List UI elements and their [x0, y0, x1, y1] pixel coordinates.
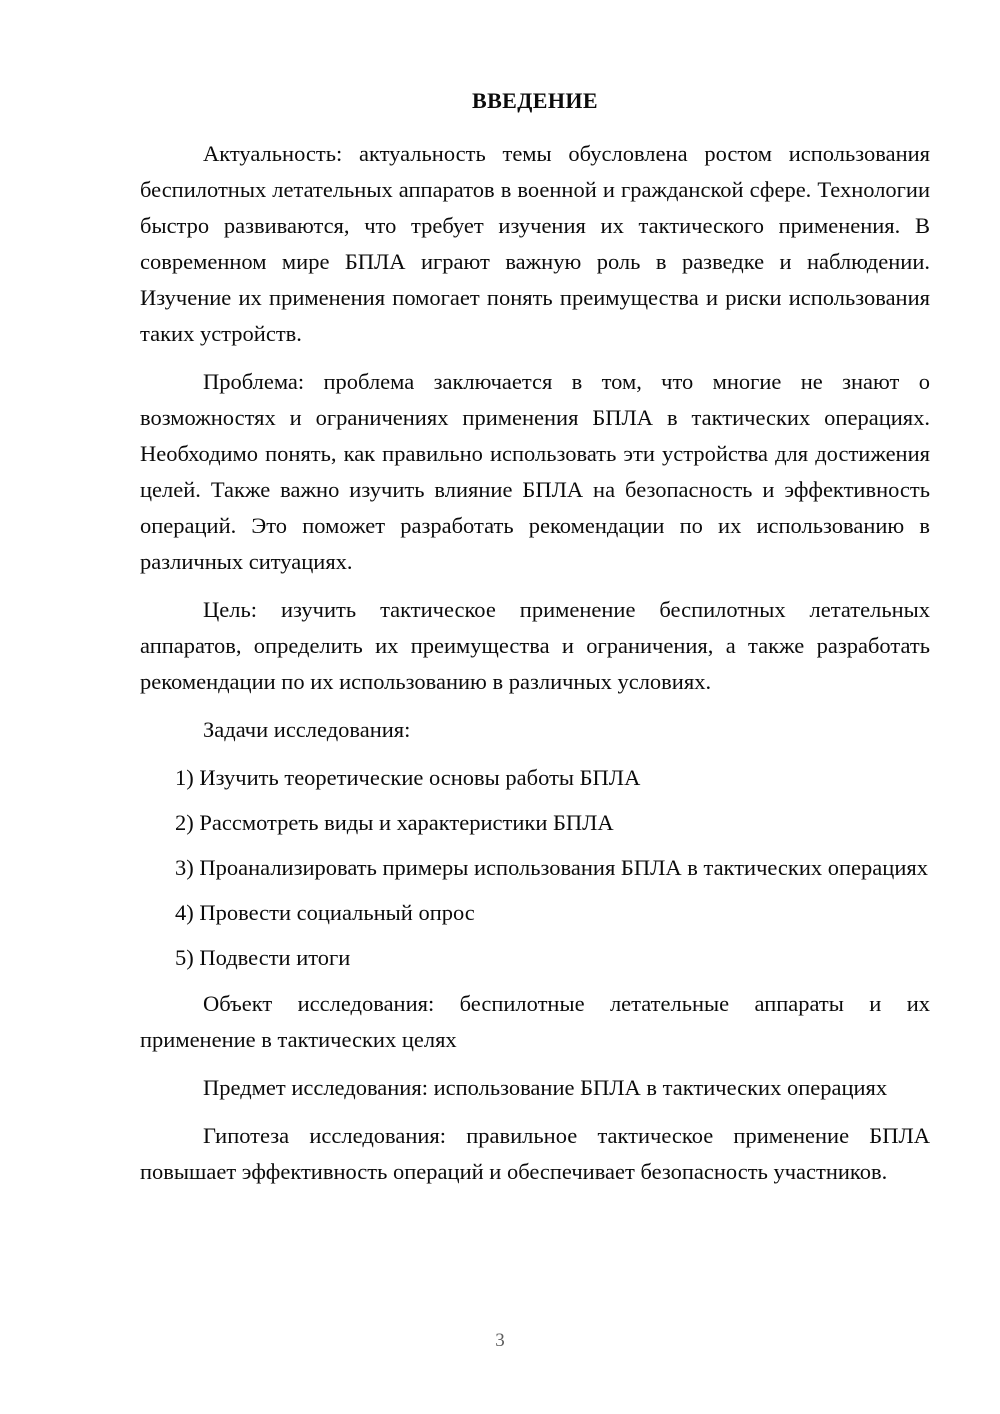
tasks-heading: Задачи исследования:: [203, 717, 411, 743]
paragraph-subject: Предмет исследования: использование БПЛА в тактических операциях: [203, 1075, 888, 1101]
tasks-list: [140, 760, 930, 976]
list-item: 1) Изучить теоретические основы работы БПЛА: [175, 765, 641, 791]
page-number: 3: [495, 1330, 505, 1351]
paragraph-problem: Проблема: проблема заключается в том, что многие не знают о возможностях и ограничениях применения БПЛА в тактических операциях. Необходимо понять, как правильно использовать эти устройства для достижения целей. Также важно изучить влияние БПЛА на безопасность и эффективность операций. Это поможет разработать рекомендации по их использованию в различных ситуациях.: [140, 369, 930, 575]
paragraph-object: Объект исследования: беспилотные летательные аппараты и их применение в тактических целях: [140, 991, 930, 1053]
document-body: [140, 88, 930, 1202]
paragraph-relevance: Актуальность: актуальность темы обусловлена ростом использования беспилотных летательных аппаратов в военной и гражданской сфере. Технологии быстро развиваются, что требует изучения их тактического применения. В современном мире БПЛА играют важную роль в разведке и наблюдении. Изучение их применения помогает понять преимущества и риски использования таких устройств.: [140, 141, 930, 347]
paragraph-hypothesis: Гипотеза исследования: правильное тактическое применение БПЛА повышает эффективность операций и обеспечивает безопасность участников.: [140, 1123, 930, 1185]
list-item: 4) Провести социальный опрос: [175, 900, 475, 926]
list-item: 5) Подвести итоги: [175, 945, 351, 971]
list-item: 2) Рассмотреть виды и характеристики БПЛА: [175, 810, 614, 836]
page-title: ВВЕДЕНИЕ: [472, 88, 598, 113]
paragraph-goal: Цель: изучить тактическое применение беспилотных летательных аппаратов, определить их преимущества и ограничения, а также разработать рекомендации по их использованию в различных условиях.: [140, 597, 930, 695]
list-item: 3) Проанализировать примеры использования БПЛА в тактических операциях: [175, 855, 928, 881]
